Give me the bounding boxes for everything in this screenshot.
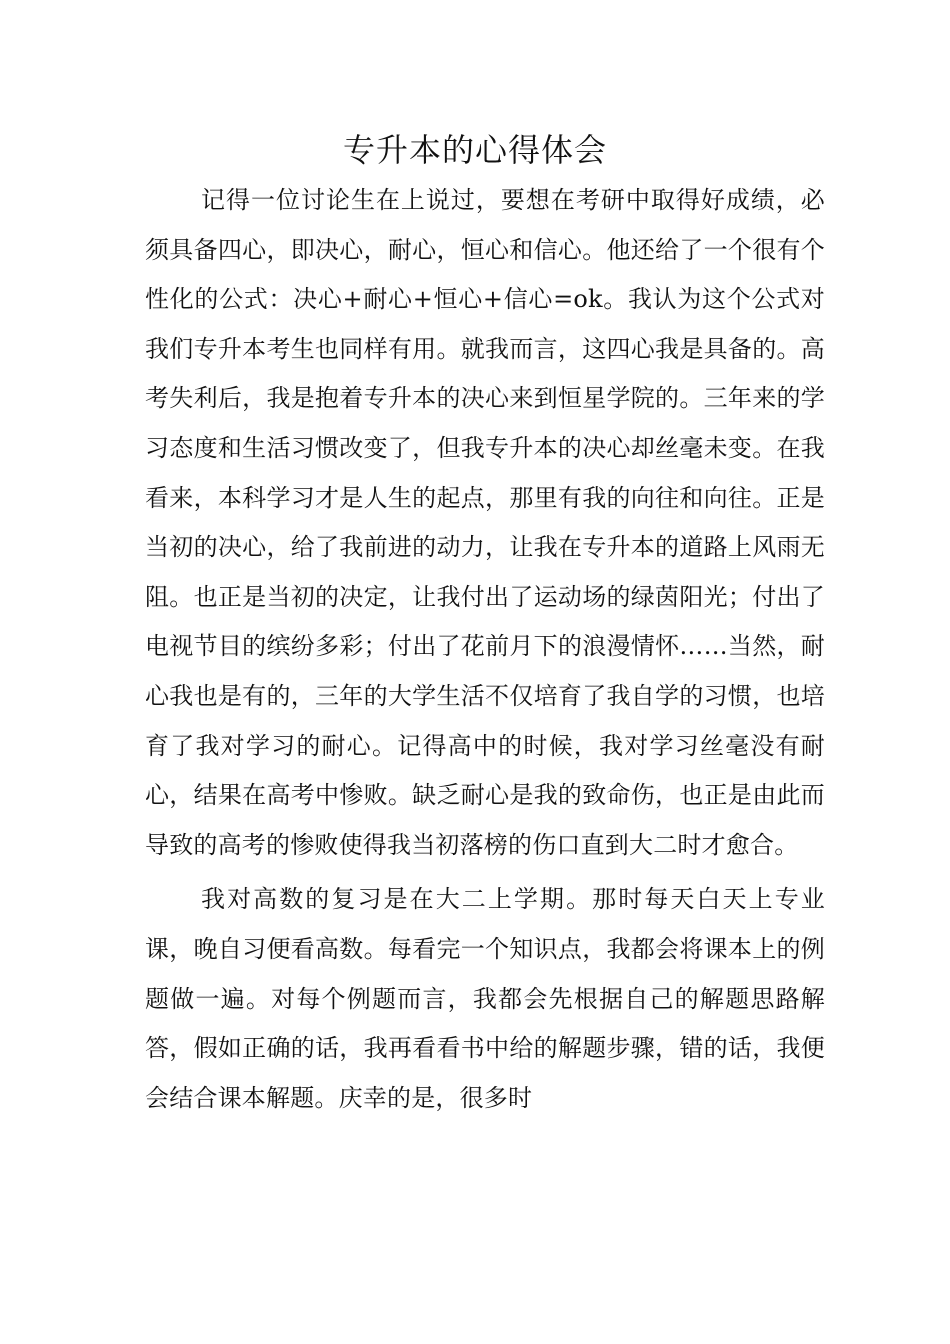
document-body bbox=[145, 176, 825, 1123]
paragraph-2: 我对高数的复习是在大二上学期。那时每天白天上专业课，晚自习便看高数。每看完一个知识点，我都会将课本上的例题做一遍。对每个例题而言，我都会先根据自己的解题思路解答，假如正确的话，我再看看书中给的解题步骤，错的话，我便会结合课本解题。庆幸的是，很多时 bbox=[145, 885, 825, 1112]
paragraph-1: 记得一位讨论生在上说过，要想在考研中取得好成绩，必须具备四心，即决心，耐心，恒心和信心。他还给了一个很有个性化的公式：决心+耐心+恒心+信心=ok。我认为这个公式对我们专升本考生也同样有用。就我而言，这四心我是具备的。高考失利后，我是抱着专升本的决心来到恒星学院的。三年来的学习态度和生活习惯改变了，但我专升本的决心却丝毫未变。在我看来，本科学习才是人生的起点，那里有我的向往和向往。正是当初的决心，给了我前进的动力，让我在专升本的道路上风雨无阻。也正是当初的决定，让我付出了运动场的绿茵阳光；付出了电视节目的缤纷多彩；付出了花前月下的浪漫情怀……当然，耐心我也是有的，三年的大学生活不仅培育了我自学的习惯，也培育了我对学习的耐心。记得高中的时候，我对学习丝毫没有耐心，结果在高考中惨败。缺乏耐心是我的致命伤，也正是由此而导致的高考的惨败使得我当初落榜的伤口直到大二时才愈合。 bbox=[145, 186, 825, 859]
document-title: 专升本的心得体会 bbox=[342, 131, 607, 169]
